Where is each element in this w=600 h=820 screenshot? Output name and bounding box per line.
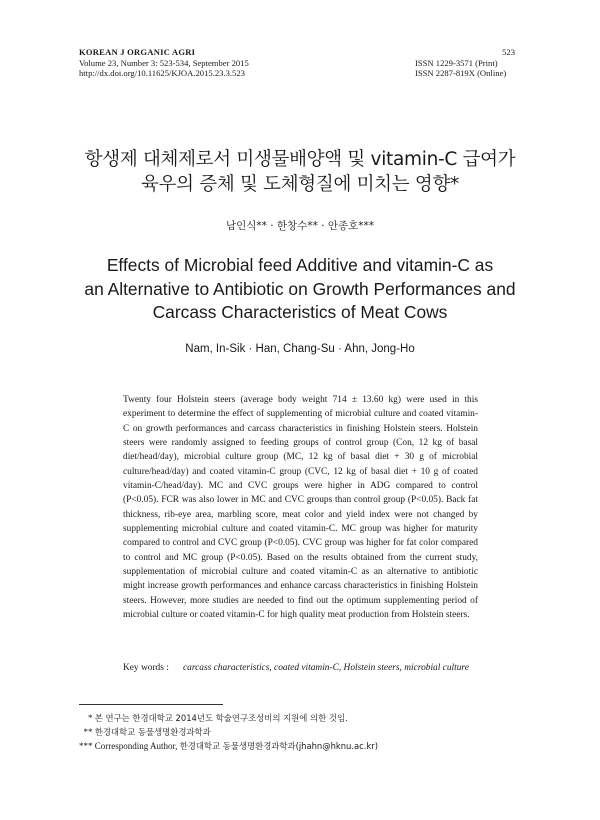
doi-link[interactable]: http://dx.doi.org/10.11625/KJOA.2015.23.3.523: [79, 68, 245, 78]
footnote-funding: [79, 712, 378, 726]
korean-title-line-1: 항생제 대체제로서 미생물배양액 및 vitamin-C 급여가: [84, 149, 516, 170]
footnote-affiliation: [79, 726, 378, 740]
english-title-line-2: an Alternative to Antibiotic on Growth Performances and: [84, 278, 516, 299]
english-title-line-3: Carcass Characteristics of Meat Cows: [152, 302, 448, 322]
footnote-funding-text: 본 연구는 한경대학교 2014년도 학술연구조성비의 지원에 의한 것임.: [94, 713, 348, 723]
keywords: [123, 661, 478, 675]
footnote-affiliation-mark: **: [83, 726, 95, 737]
footnote-corresponding-text: 한경대학교 동물생명환경과학과(jhahn@hknu.ac.kr): [179, 740, 378, 751]
english-title-line-1: Effects of Microbial feed Additive and vitamin-C as: [106, 255, 494, 275]
footnote-corresponding: [79, 740, 378, 754]
keywords-list: carcass characteristics, coated vitamin-C, Holstein steers, microbial culture: [183, 663, 469, 673]
issn-print: ISSN 1229-3571 (Print): [415, 57, 498, 68]
english-authors: Nam, In-Sik · Han, Chang-Su · Ahn, Jong-Ho: [185, 343, 415, 355]
footnote-corresponding-mark: *** Corresponding Author,: [79, 740, 180, 751]
korean-title: [0, 147, 600, 197]
issn-online: ISSN 2287-819X (Online): [415, 68, 507, 78]
abstract: Twenty four Holstein steers (average body weight 714 ± 13.60 kg) were used in this experiment to determine the effect of supplementing of microbial culture and coated vitamin-C on growth performances and carcass characteristics in finishing Holstein steers. Holstein steers were randomly assigned to feeding groups of control group (Con, 12 kg of basal diet/head/day), microbial culture group (MC, 12 kg of basal diet + 30 g of microbial culture/head/day) and coated vitamin-C group (CVC, 12 kg of basal diet + 10 g of coated vitamin-C/head/day). MC and CVC groups were higher in ADG compared to control (P<0.05). FCR was also lower in MC and CVC groups than control group (P<0.05). Back fat thickness, rib-eye area, marbling score, meat color and yield index were not changed by supplementing microbial culture and coated vitamin-C. MC group was higher for maturity compared to control and CVC group (P<0.05). CVC group was higher for fat color compared to control and MC group (P<0.05). Based on the results obtained from the current study, supplementation of microbial culture and coated vitamin-C as an alternative to antibiotic might increase growth performances and enhance carcass characteristics in finishing Holstein steers. However, more studies are needed to find out the optimum supplementing period of microbial culture or coated vitamin-C for high quality meat production from Holstein steers.: [123, 395, 478, 621]
journal-volume: Volume 23, Number 3: 523-534, September 2015: [79, 57, 249, 68]
footnote-funding-mark: *: [88, 713, 95, 723]
page-number: 523: [502, 47, 515, 57]
korean-title-line-2: 육우의 증체 및 도체형질에 미치는 영향*: [141, 174, 459, 195]
footnote-affiliation-text: 한경대학교 동물생명환경과학과: [94, 726, 211, 737]
footnote-divider: [79, 704, 223, 705]
korean-authors: 남인식** · 한창수** · 안종호***: [225, 220, 375, 232]
footnotes: [79, 712, 378, 753]
journal-header: [79, 47, 249, 79]
journal-name: KOREAN J ORGANIC AGRI: [79, 47, 196, 57]
issn-header: [415, 47, 515, 79]
keywords-label: Key words :: [123, 663, 169, 673]
english-title: [0, 254, 600, 325]
